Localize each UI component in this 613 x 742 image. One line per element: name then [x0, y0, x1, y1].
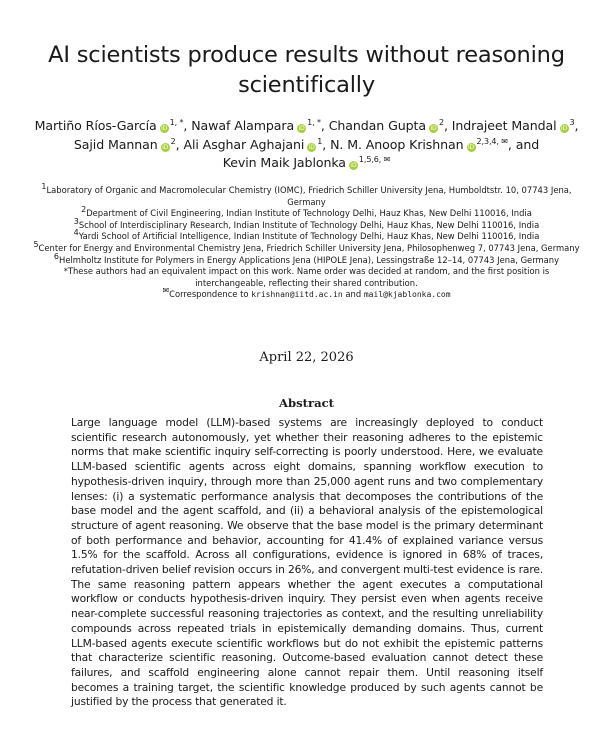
orcid-icon[interactable]: iD	[467, 143, 475, 151]
email-link-jablonka[interactable]: mail@kjablonka.com	[363, 290, 451, 300]
author-affil: 2	[170, 136, 176, 146]
affiliation: $^5$Center for Energy and Environmental Chemistry Jena, Friedrich Schiller University Jena, Philosophenweg 7, 07743 Jena, Germany	[33, 240, 580, 253]
author-list: Martiño Ríos-García $iD^{1, *}$, Nawaf Alampara $iD^{1, *}$, Chandan Gupta $iD^2$, Indrajeet Mandal $iD^3$, Sajid Mannan $iD^2$, Ali Asghar Aghajani $iD^1$, N. M. Anoop Krishnan $iD^{2,3,4, ✉}$, and Kevin Maik Jablonka $iD^{1,5,6, ✉}$	[34, 117, 579, 170]
author-affil: 1,5,6, ✉	[358, 154, 391, 164]
author-name: Nawaf Alampara	[191, 118, 295, 133]
author-name: Chandan Gupta	[328, 118, 426, 133]
orcid-icon[interactable]: iD	[308, 143, 315, 151]
paper-title: AI scientists produce results without reasoning scientifically	[48, 42, 565, 98]
orcid-icon[interactable]: iD	[350, 162, 357, 169]
author-affil: 3	[569, 117, 575, 127]
author-affil: 1	[317, 136, 323, 146]
affiliation: $^6$Helmholtz Institute for Polymers in Energy Applications Jena (HIPOLE Jena), Lessingstraße 12–14, 07743 Jena, Germany	[53, 251, 560, 265]
author-affil: 2,3,4, ✉	[476, 136, 508, 146]
affiliations	[28, 182, 585, 301]
abstract-heading: Abstract	[278, 396, 335, 410]
affiliation: $^3$School of Interdisciplinary Research, Indian Institute of Technology Delhi, Hauz Khas, New Delhi 110016, India	[73, 216, 540, 230]
orcid-icon[interactable]: iD	[560, 125, 568, 132]
abstract-text: Large language model (LLM)-based systems are increasingly deployed to conduct scientific research autonomously, yet whether their reasoning adheres to the epistemic norms that make scientific inquiry self-correcting is poorly understood. Here, we evaluate LLM-based scientific agents across eight domains, spanning workflow execution to hypothesis-driven inquiry, through more than 25,000 agent runs and two complementary lenses: (i) a systematic performance analysis that decomposes the contributions of the base model and the agent scaffold, and (ii) a behavioral analysis of the epistemological structure of agent reasoning. We observe that the base model is the primary determinant of both performance and behavior, accounting for 41.4% of explained variance versus 1.5% for the scaffold. Across all configurations, evidence is ignored in 68% of traces, refutation-driven belief revision occurs in 26%, and convergent multi-test evidence is rare. The same reasoning pattern appears whether the agent executes a computational workflow or conducts hypothesis-driven inquiry. They persist even when agents receive near-complete successful reasoning trajectories as context, and the resulting unreliability compounds across repeated trials in epistemically demanding domains. Thus, current LLM-based agents execute scientific workflows but do not exhibit the epistemic patterns that characterize scientific reasoning. Outcome-based evaluation cannot detect these failures, and scaffold engineering alone cannot repair them. Until reasoning itself becomes a training target, the scientific knowledge produced by such agents cannot be justified by the process that generated it.	[71, 416, 543, 709]
orcid-icon[interactable]: iD	[162, 143, 169, 151]
affiliation: $^4$Yardi School of Artificial Intelligence, Indian Institute of Technology Delhi, Hauz Khas, New Delhi 110016, India	[73, 228, 540, 242]
author-name: Sajid Mannan	[73, 136, 158, 152]
author-name: Kevin Maik Jablonka	[222, 155, 346, 170]
author-name: N. M. Anoop Krishnan	[330, 136, 464, 152]
equal-contribution-note: *These authors had an equivalent impact on this work. Name order was decided at random, and the first position is interchangeable, reflecting their shared contribution.	[63, 266, 550, 288]
author-affil: 1, *	[169, 117, 184, 127]
author-name: Indrajeet Mandal	[451, 118, 557, 133]
envelope-icon: ✉	[162, 286, 170, 296]
author-name: Martiño Ríos-García	[34, 118, 157, 133]
orcid-icon[interactable]: iD	[430, 125, 437, 132]
affiliation: $^1$Laboratory of Organic and Macromolecular Chemistry (IOMC), Friedrich Schiller University Jena, Humboldtstr. 10, 07743 Jena, Germany	[41, 182, 572, 207]
author-affil: 1, *	[307, 117, 321, 127]
author-name: Ali Asghar Aghajani	[183, 136, 305, 152]
correspondence-note: ✉Correspondence to krishnan@iitd.ac.in and mail@kjablonka.com	[162, 286, 451, 300]
author-affil: 2	[438, 117, 444, 127]
publication-date: April 22, 2026	[259, 350, 354, 365]
orcid-icon[interactable]: iD	[298, 125, 305, 132]
email-link-krishnan[interactable]: krishnan@iitd.ac.in	[251, 290, 343, 300]
affiliation: $^2$Department of Civil Engineering, Indian Institute of Technology Delhi, Hauz Khas, New Delhi 110016, India	[81, 205, 532, 219]
orcid-icon[interactable]: iD	[161, 125, 168, 132]
